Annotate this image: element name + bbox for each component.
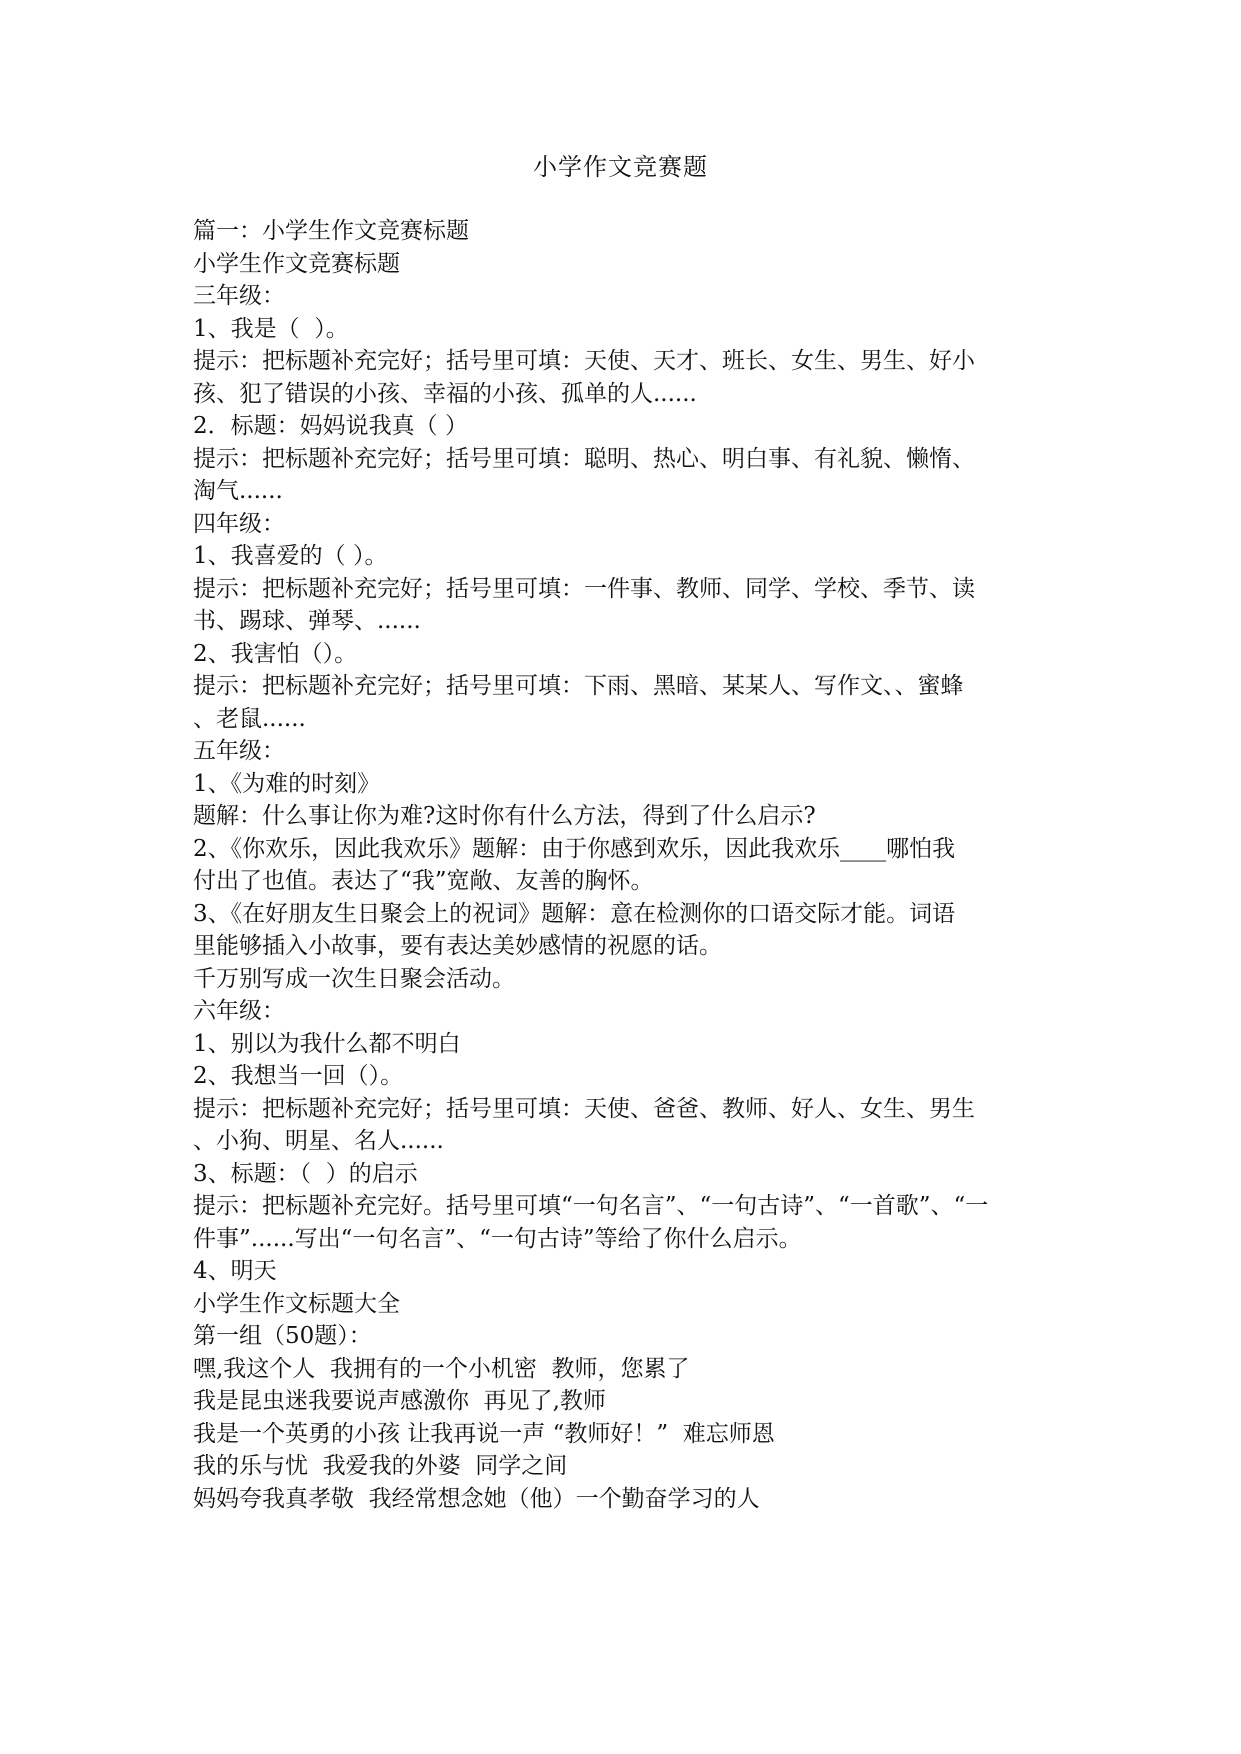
text-line: 嘿,我这个人 我拥有的一个小机密 教师，您累了: [193, 1355, 690, 1382]
text-line: 3、标题：（ ）的启示: [193, 1160, 418, 1187]
text-line: 提示：把标题补充完好；括号里可填：聪明、热心、明白事、有礼貌、懒惰、: [193, 445, 975, 472]
text-line: 1、我是（ ）。: [193, 315, 349, 342]
text-line: 、小狗、明星、名人......: [193, 1128, 444, 1154]
text-line: 我是昆虫迷我要说声感激你 再见了,教师: [193, 1388, 606, 1414]
text-line: 提示：把标题补充完好；括号里可填：下雨、黑暗、某某人、写作文、、蜜蜂: [193, 673, 964, 699]
text-line: 第一组（50题）：: [193, 1323, 372, 1349]
text-line: 2、我想当一回（）。: [193, 1063, 404, 1089]
text-line: 提示：把标题补充完好；括号里可填：天使、天才、班长、女生、男生、好小: [193, 348, 975, 374]
text-line: 4、明天: [193, 1258, 277, 1284]
text-line: 1、《为难的时刻》: [193, 770, 381, 797]
text-line: 里能够插入小故事，要有表达美妙感情的祝愿的话。: [193, 933, 722, 959]
text-line: 四年级：: [193, 510, 285, 537]
text-line: 六年级：: [193, 998, 285, 1024]
text-line: 2．标题：妈妈说我真（ ）: [193, 413, 468, 439]
text-line: 件事”......写出“一句名言”、“一句古诗”等给了你什么启示。: [193, 1225, 802, 1252]
text-line: 篇一：小学生作文竞赛标题: [193, 218, 469, 244]
text-line: 五年级：: [193, 738, 285, 764]
text-line: 我的乐与忧 我爱我的外婆 同学之间: [193, 1453, 568, 1479]
text-line: 2、我害怕（）。: [193, 640, 358, 667]
text-line: 小学生作文竞赛标题: [193, 250, 400, 277]
text-line: 小学生作文标题大全: [193, 1290, 400, 1317]
text-line: 题解：什么事让你为难?这时你有什么方法，得到了什么启示?: [193, 803, 816, 829]
text-line: 我是一个英勇的小孩 让我再说一声 “教师好！” 难忘师恩: [193, 1420, 775, 1447]
document-title: 小学作文竞赛题: [533, 153, 708, 181]
text-line: 1、我喜爱的（ ）。: [193, 543, 388, 569]
document-body: [193, 215, 1053, 1515]
text-line: 3、《在好朋友生日聚会上的祝词》题解：意在检测你的口语交际才能。词语: [193, 900, 956, 927]
text-line: 提示：把标题补充完好；括号里可填：一件事、教师、同学、学校、季节、读: [193, 575, 975, 602]
text-line: 、老鼠......: [193, 705, 306, 732]
text-line: 付出了也值。表达了“我”宽敞、友善的胸怀。: [193, 868, 654, 894]
text-line: 三年级：: [193, 283, 285, 309]
text-line: 提示：把标题补充完好。括号里可填“一句名言”、“一句古诗”、“一首歌”、“一: [193, 1193, 989, 1219]
text-line: 提示：把标题补充完好；括号里可填：天使、爸爸、教师、好人、女生、男生: [193, 1095, 975, 1122]
text-line: 妈妈夸我真孝敬 我经常想念她（他）一个勤奋学习的人: [193, 1485, 760, 1512]
text-line: 2、《你欢乐，因此我欢乐》题解：由于你感到欢乐，因此我欢乐____哪怕我: [193, 835, 956, 862]
text-line: 书、踢球、弹琴、......: [193, 608, 421, 634]
text-line: 淘气......: [193, 478, 283, 504]
text-line: 千万别写成一次生日聚会活动。: [193, 965, 515, 992]
text-line: 孩、犯了错误的小孩、幸福的小孩、孤单的人......: [193, 380, 697, 407]
text-line: 1、别以为我什么都不明白: [193, 1030, 461, 1057]
